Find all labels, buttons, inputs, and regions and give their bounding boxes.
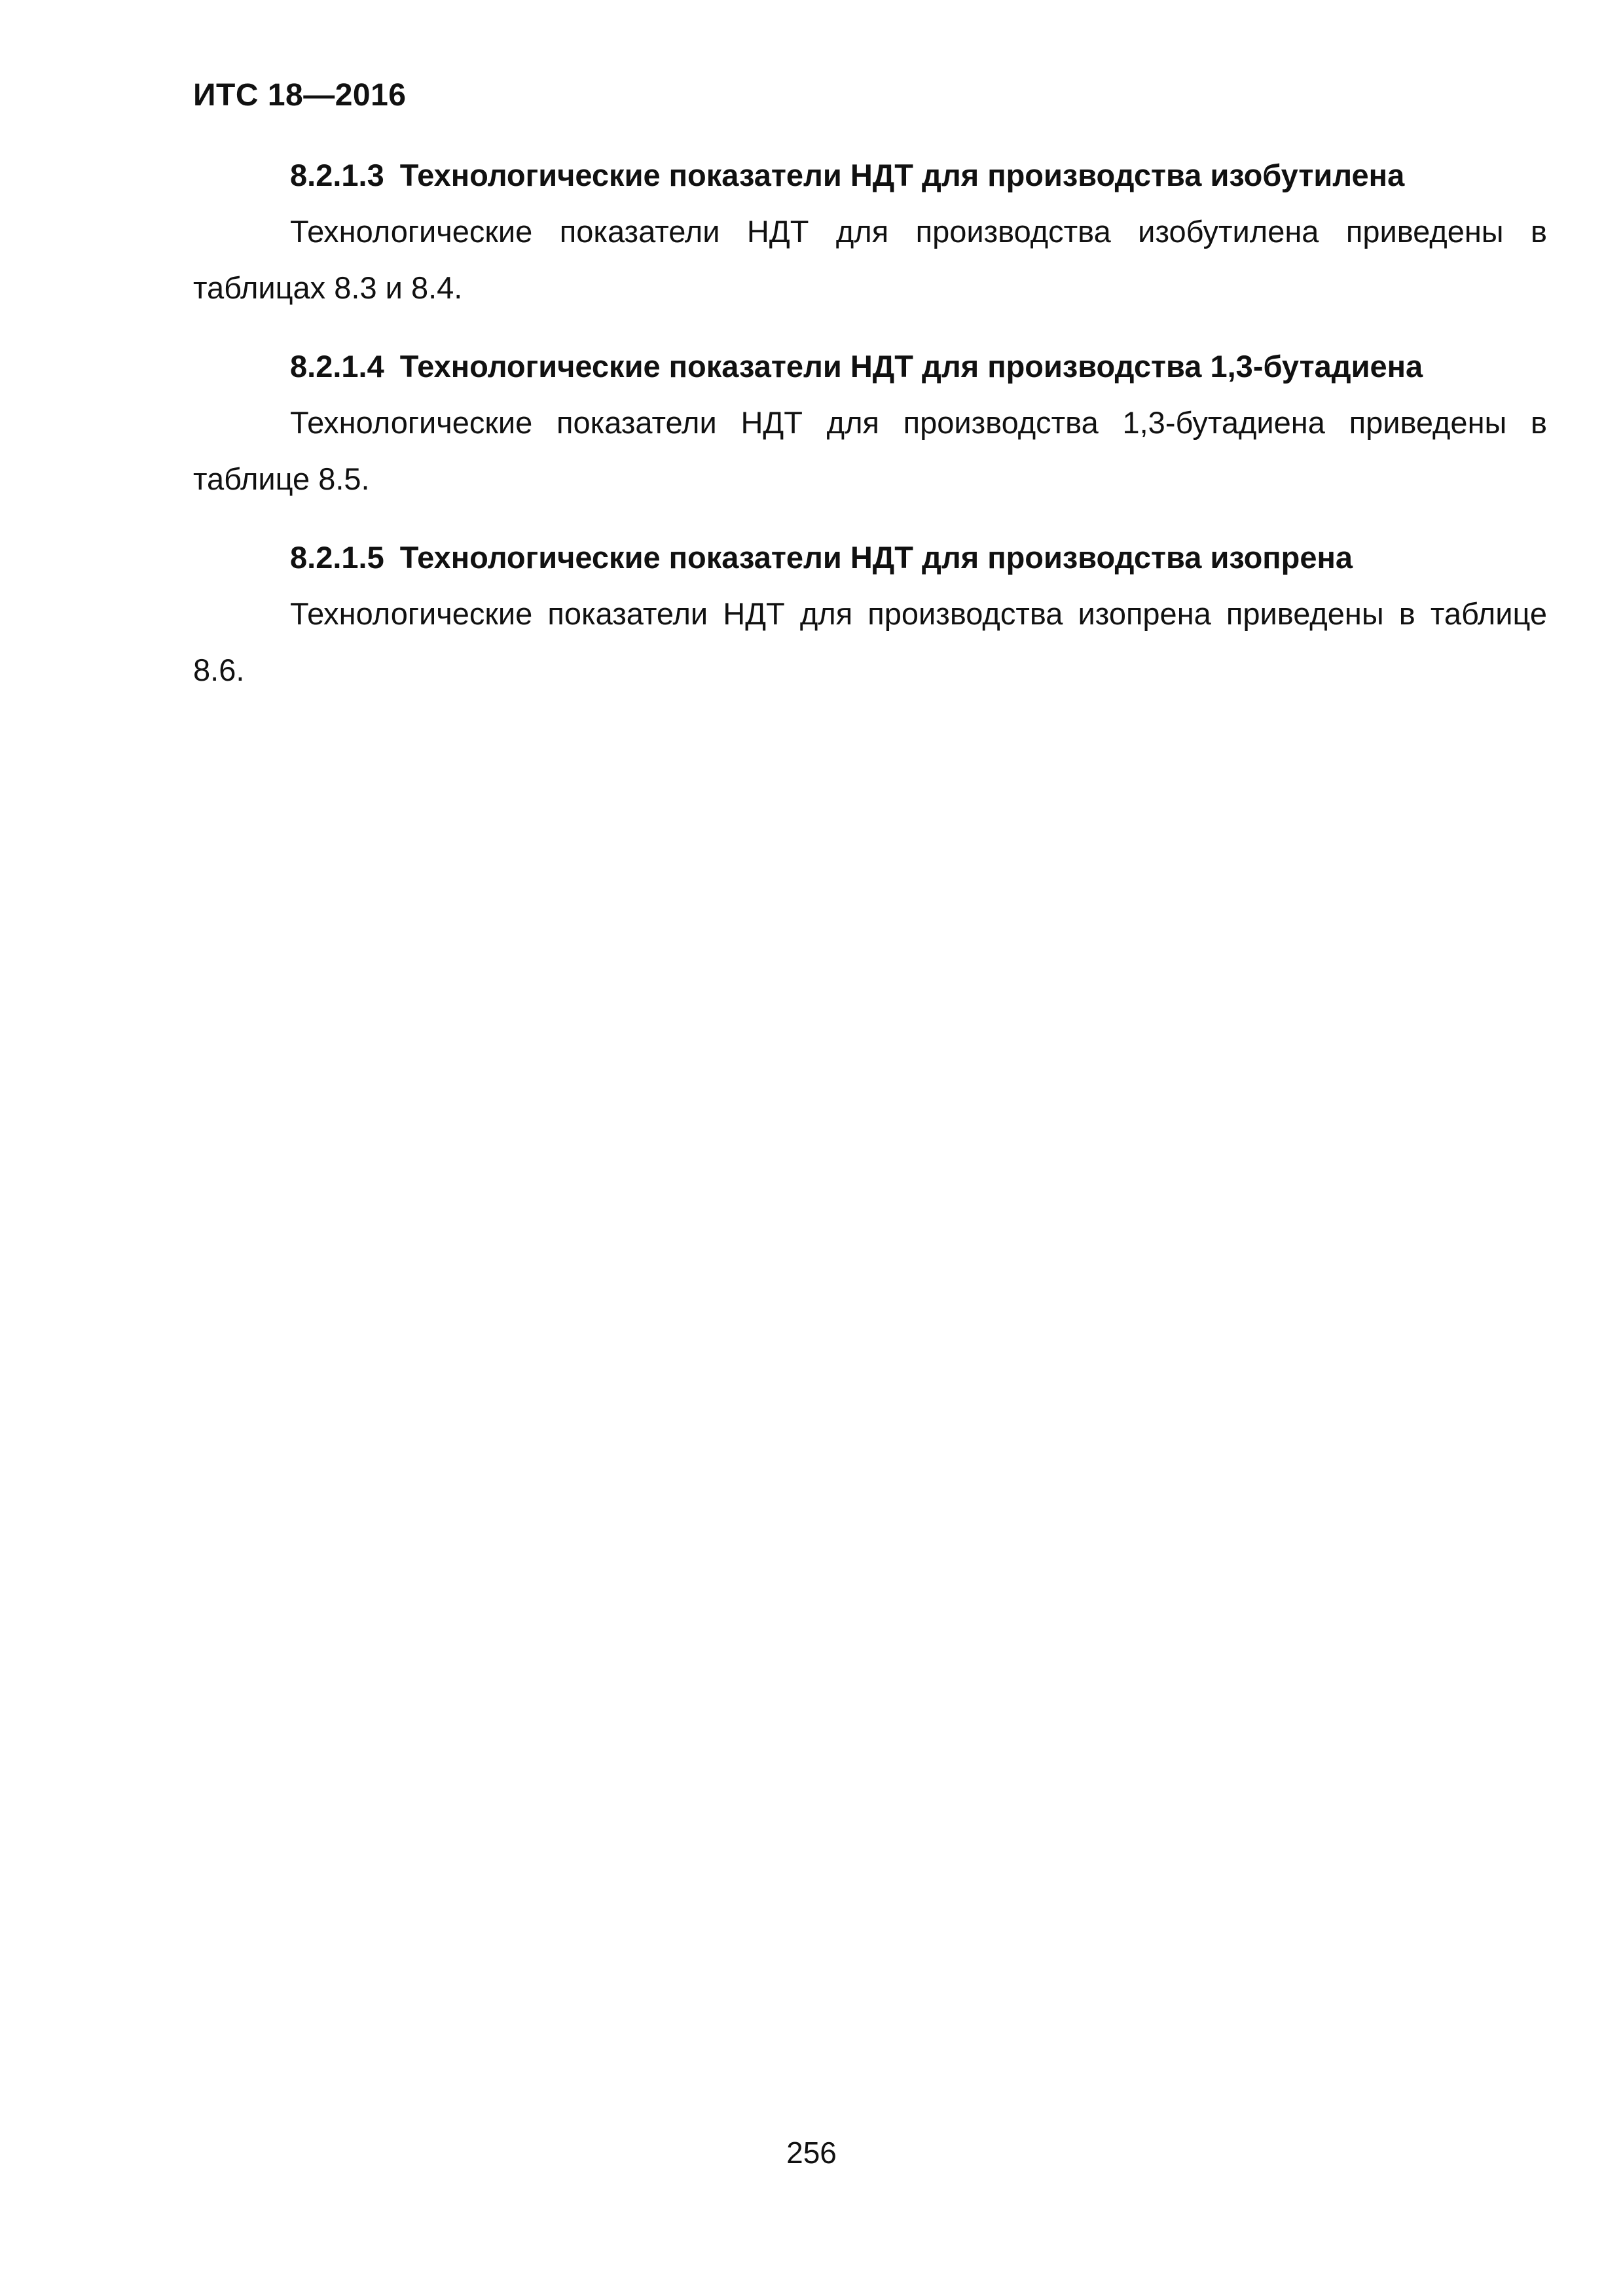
section-paragraph: Технологические показатели НДТ для производства изопрена приведены в таблице 8.6. <box>193 596 1547 687</box>
section-title: Технологические показатели НДТ для производства изопрена <box>399 540 1353 575</box>
section-paragraph: Технологические показатели НДТ для производства 1,3-бутадиена приведены в таблице 8.5. <box>193 405 1547 496</box>
section-heading <box>193 338 1547 395</box>
section-heading <box>193 147 1547 204</box>
section-number: 8.2.1.3 <box>290 158 384 192</box>
section-number: 8.2.1.4 <box>290 349 384 384</box>
page-number: 256 <box>786 2136 837 2170</box>
section-8-2-1-5 <box>193 529 1547 698</box>
section-paragraph: Технологические показатели НДТ для производства изобутилена приведены в таблицах 8.3 и 8.4. <box>193 214 1547 305</box>
section-heading <box>193 529 1547 586</box>
section-8-2-1-4 <box>193 338 1547 507</box>
section-8-2-1-3 <box>193 147 1547 316</box>
section-number: 8.2.1.5 <box>290 540 384 575</box>
section-title: Технологические показатели НДТ для производства 1,3-бутадиена <box>399 349 1423 384</box>
section-title: Технологические показатели НДТ для производства изобутилена <box>399 158 1405 192</box>
document-code-header: ИТС 18—2016 <box>193 78 407 113</box>
document-content <box>193 147 1547 721</box>
